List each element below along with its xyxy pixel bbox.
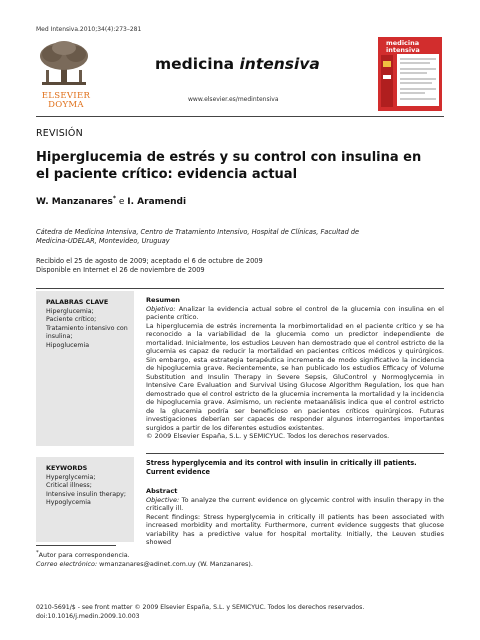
keywords-title-en: KEYWORDS (46, 464, 88, 472)
resumen-copyright: © 2009 Elsevier España, S.L. y SEMICYUC. Todos los derechos reservados. (146, 432, 390, 440)
resumen-objective-text: Analizar la evidencia actual sobre el control de la glucemia con insulina en el paciente crítico. (146, 304, 444, 321)
abstract-objective (146, 496, 444, 513)
keyword-es-1: Hiperglucemia; (46, 308, 94, 315)
abstract-body: Recent findings: Stress hyperglycemia in critically ill patients has been associated with increased morbidity and mortality. Furthermore, current evidence suggests that glucose variability has a predictive value for hospital mortality. Initially, the Leuven studies showed (146, 512, 444, 546)
keyword-es-2: Paciente crítico; (46, 316, 97, 324)
header-rule (36, 116, 444, 117)
footnote-mark: * (36, 550, 39, 556)
section-label: REVISIÓN (36, 128, 83, 139)
cover-contents-lines-icon (397, 54, 439, 106)
keywords-box-es (36, 291, 134, 446)
journal-url[interactable]: www.elsevier.es/medintensiva (188, 96, 279, 103)
journal-citation: Med Intensiva.2010;34(4):273–281 (36, 26, 142, 33)
resumen-body: La hiperglucemia de estrés incrementa la morbimortalidad en el paciente crítico y se ha reconocido a la variabilidad de la glucemia como un predictor independiente de mortalidad. Inicialmente, los estudios Leuven han demostrado que el control estricto de la glucemia es capaz de reducir la mortalidad en pacientes críticos médicos y quirúrgicos. Sin embargo, esta estrategia terapéutica incrementa de modo significativo la incidencia de hipoglucemia grave. Recientemente, se han publicado los estudios Efficacy of Volume Substitution and Insulin Therapy in Severe Sepsis, GluControl y Normoglycemia in Intensive Care Evaluation and Survival Using Glucose Algorithm Regulation, los que han demostrado que el control estricto de la glucemia incrementa la mortalidad y la incidencia de hipoglucemia grave. Asimismo, un reciente metaanálisis indica que el control estricto de la glucemia podría ser beneficioso en pacientes críticos quirúrgicos. Futuras investigaciones deberían ser capaces de responder algunos interrogantes importantes surgidos a partir de los diferentes estudios existentes. (146, 321, 444, 432)
footnote-corresponding (36, 549, 436, 560)
publisher-logo (36, 40, 96, 110)
abstract-objective-label: Objective: (146, 495, 180, 504)
footer-doi[interactable]: doi:10.1016/j.medin.2009.10.003 (36, 613, 140, 620)
keyword-en-2: Critical illness; (46, 482, 92, 490)
journal-cover-thumbnail (378, 37, 442, 111)
cover-title-line1: medicina (386, 39, 420, 47)
footnote-rule (36, 545, 116, 546)
footnote-email-text: wmanzanares@adinet.com.uy (W. Manzanares). (97, 560, 253, 569)
footnote-email (36, 560, 436, 569)
keyword-en-4: Hypoglycemia (46, 499, 91, 507)
keyword-es-3: Tratamiento intensivo con insulina; (46, 324, 128, 341)
keyword-en-3: Intensive insulin therapy; (46, 490, 126, 498)
author-2: I. Aramendi (127, 197, 187, 207)
resumen-heading: Resumen (146, 296, 180, 304)
authors (36, 195, 186, 207)
author-separator: e (116, 197, 128, 207)
journal-title-part2: intensiva (239, 55, 320, 73)
publisher-name-line1: ELSEVIER (41, 91, 91, 101)
abstract-heading: Abstract (146, 487, 178, 495)
resumen-objective-label: Objetivo: (146, 304, 176, 313)
online-date: Disponible en Internet el 26 de noviembre de 2009 (36, 266, 205, 274)
footer-issn: 0210-5691/$ - see front matter © 2009 Elsevier España, S.L. y SEMICYUC. Todos los derechos reservados. (36, 604, 365, 611)
article-dates (36, 257, 366, 275)
resumen-objective (146, 305, 444, 322)
received-date: Recibido el 25 de agosto de 2009; aceptado el 6 de octubre de 2009 (36, 257, 263, 265)
cover-contents-panel (397, 54, 439, 106)
cover-title-line2: intensiva (386, 45, 420, 54)
page-footer (36, 603, 436, 621)
abstract-objective-text: To analyze the current evidence on glycemic control with insulin therapy in the critically ill. (146, 495, 444, 512)
keyword-en-1: Hyperglycemia; (46, 474, 96, 481)
footnote-text: Autor para correspondencia. (38, 551, 130, 560)
tree-logo-icon (36, 40, 92, 88)
journal-title-part1: medicina (155, 55, 235, 73)
footnote-email-label: Correo electrónico: (36, 560, 98, 569)
publisher-name-line2: DOYMA (48, 100, 84, 110)
keywords-title-es: PALABRAS CLAVE (46, 298, 109, 306)
english-top-rule (146, 453, 444, 454)
english-title: Stress hyperglycemia and its control with insulin in critically ill patients. Current evidence (146, 459, 417, 476)
resumen-block (146, 296, 444, 441)
author-1: W. Manzanares (36, 197, 113, 207)
affiliation: Cátedra de Medicina Intensiva, Centro de Tratamiento Intensivo, Hospital de Clínicas, Facultad de Medicina-UDELAR, Montevideo, Uruguay (36, 228, 360, 245)
article-title: Hiperglucemia de estrés y su control con insulina en el paciente crítico: evidencia actual (36, 150, 422, 182)
abstract-top-rule (36, 288, 444, 289)
cover-strip-icon (381, 55, 393, 107)
keyword-es-4: Hipoglucemia (46, 341, 90, 349)
abstract-block (146, 487, 444, 547)
cover-title (386, 40, 420, 53)
keywords-box-en (36, 457, 134, 542)
journal-title (155, 55, 320, 73)
footnote (36, 549, 436, 569)
corresponding-mark: * (112, 195, 117, 202)
